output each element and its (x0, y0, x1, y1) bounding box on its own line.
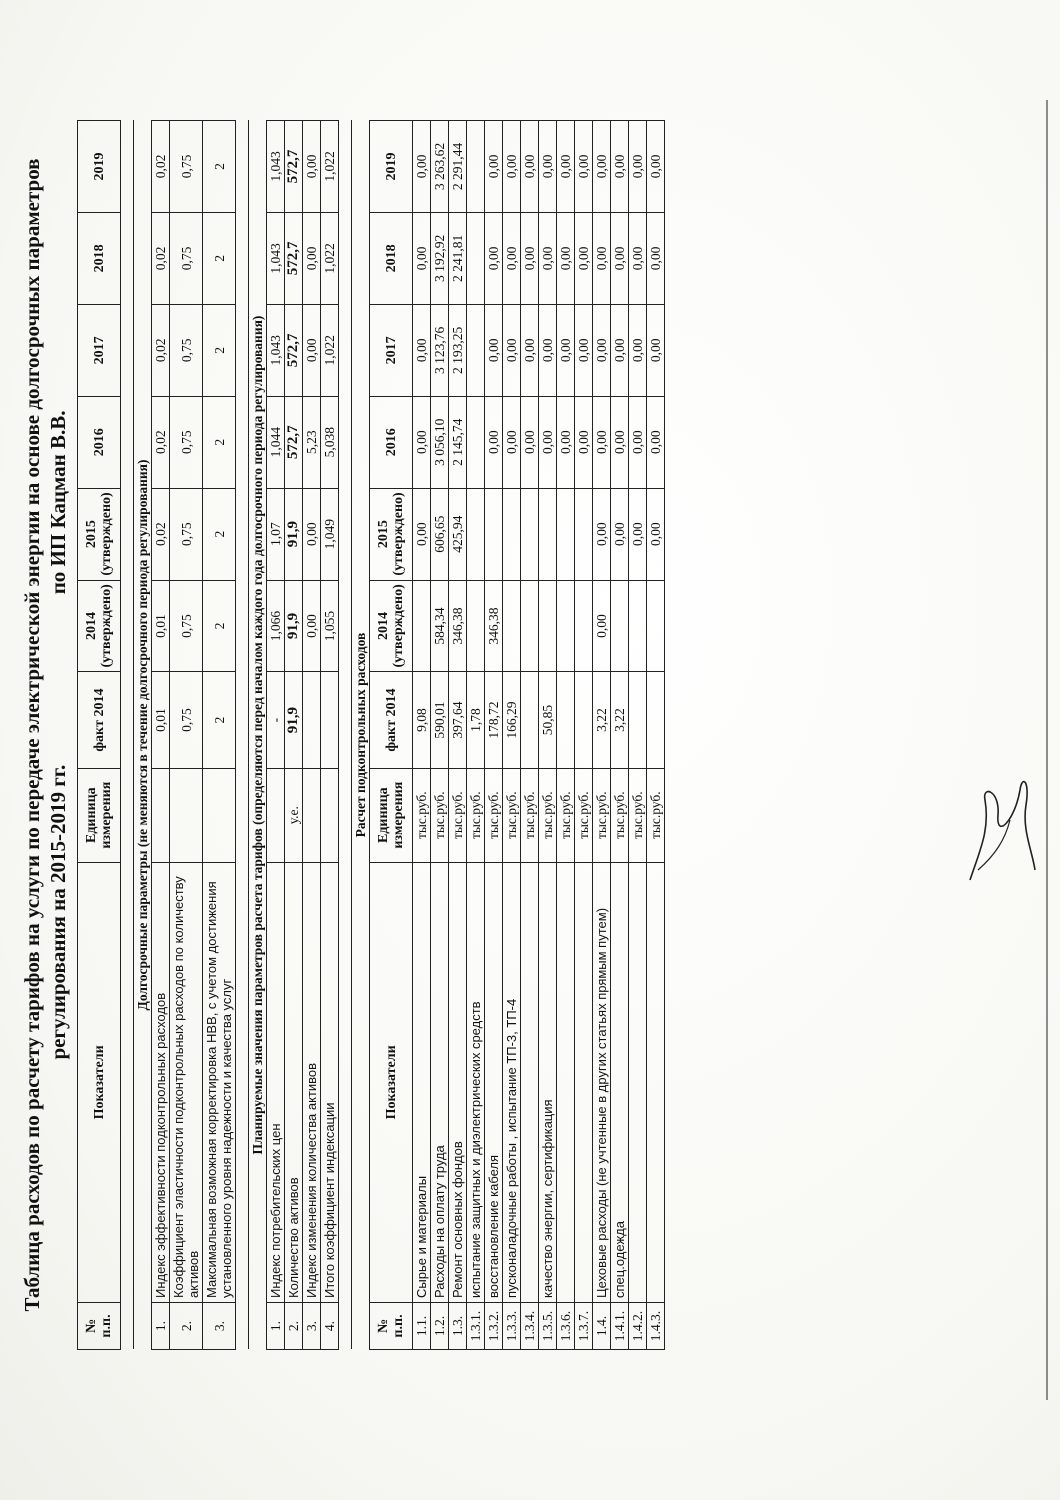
row-unit: тыс.руб. (431, 768, 449, 862)
table-row (449, 121, 467, 1350)
value-2014 (647, 580, 665, 672)
header-2014: 2014 (утверждено) (370, 580, 413, 672)
row-unit (321, 768, 339, 862)
value-2019: 0,00 (611, 121, 629, 213)
value-2014 (539, 580, 557, 672)
row-number: 1.3.1. (467, 1302, 485, 1349)
value-2019: 1,022 (321, 121, 339, 213)
value-2015: 2 (203, 488, 236, 580)
row-name (647, 862, 665, 1302)
value-2016: 0,00 (611, 396, 629, 488)
value-2017: 0,00 (485, 304, 503, 396)
value-2014: 0,00 (593, 580, 611, 672)
row-number: 3. (303, 1302, 321, 1349)
row-unit: тыс.руб. (413, 768, 431, 862)
header-name: Показатели (78, 862, 121, 1302)
row-name: Расходы на оплату труда (431, 862, 449, 1302)
value-2018: 0,00 (647, 212, 665, 304)
value-2015 (521, 488, 539, 580)
value-2019: 0,00 (303, 121, 321, 213)
section-controlled (352, 121, 370, 1350)
value-2014: 0,00 (303, 580, 321, 672)
value-2018: 0,00 (485, 212, 503, 304)
table-row (321, 121, 339, 1350)
value-2018: 3 192,92 (431, 212, 449, 304)
value-2015: 1,049 (321, 488, 339, 580)
value-2016: 0,00 (413, 396, 431, 488)
value-2015: 606,65 (431, 488, 449, 580)
row-unit: тыс.руб. (647, 768, 665, 862)
value-2014: 91,9 (285, 580, 303, 672)
value-2015 (575, 488, 593, 580)
value-fact-2014: 397,64 (449, 672, 467, 768)
value-2016: 2 145,74 (449, 396, 467, 488)
value-2016: 2 (203, 396, 236, 488)
value-2014: 1,066 (267, 580, 285, 672)
value-2016: 0,00 (629, 396, 647, 488)
header-2015: 2015 (утверждено) (78, 488, 121, 580)
value-2016: 5,23 (303, 396, 321, 488)
row-name: Ремонт основных фондов (449, 862, 467, 1302)
value-fact-2014 (303, 672, 321, 768)
row-name: пусконаладочные работы , испытание ТП-3, ТП-4 (503, 862, 521, 1302)
value-2014 (575, 580, 593, 672)
value-fact-2014 (321, 672, 339, 768)
value-2014 (557, 580, 575, 672)
row-name: Индекс потребительских цен (267, 862, 285, 1302)
value-2017: 0,00 (521, 304, 539, 396)
value-2018: 0,00 (503, 212, 521, 304)
value-2014: 0,01 (152, 580, 170, 672)
value-2014: 346,38 (449, 580, 467, 672)
handwritten-signature (960, 760, 1040, 890)
value-2017: 3 123,76 (431, 304, 449, 396)
row-unit (170, 768, 203, 862)
row-unit: тыс.руб. (467, 768, 485, 862)
row-unit: тыс.руб. (539, 768, 557, 862)
row-number: 2. (285, 1302, 303, 1349)
table-row (611, 121, 629, 1350)
table-row (303, 121, 321, 1350)
value-2017: 0,00 (503, 304, 521, 396)
value-2019: 0,00 (539, 121, 557, 213)
value-2018: 2 (203, 212, 236, 304)
value-2015: 0,00 (303, 488, 321, 580)
value-2019: 1,043 (267, 121, 285, 213)
row-number: 1.1. (413, 1302, 431, 1349)
value-2017: 1,043 (267, 304, 285, 396)
row-name: Индекс эффективности подконтрольных расходов (152, 862, 170, 1302)
header-2015: 2015 (утверждено) (370, 488, 413, 580)
value-2017: 0,00 (611, 304, 629, 396)
header-2018: 2018 (78, 212, 121, 304)
value-2014: 2 (203, 580, 236, 672)
row-unit (267, 768, 285, 862)
value-2018: 0,00 (593, 212, 611, 304)
value-2018: 0,00 (539, 212, 557, 304)
row-number: 1. (152, 1302, 170, 1349)
value-2017: 0,00 (539, 304, 557, 396)
value-2018: 0,00 (557, 212, 575, 304)
row-number: 1.3.6. (557, 1302, 575, 1349)
value-fact-2014: 0,01 (152, 672, 170, 768)
value-2015 (539, 488, 557, 580)
table2-header-row (370, 121, 413, 1350)
value-2018: 0,00 (629, 212, 647, 304)
value-2015: 0,02 (152, 488, 170, 580)
row-number: 1.2. (431, 1302, 449, 1349)
value-2015 (557, 488, 575, 580)
value-2015 (503, 488, 521, 580)
row-unit: тыс.руб. (449, 768, 467, 862)
row-number: 2. (170, 1302, 203, 1349)
table1-header-row (78, 121, 121, 1350)
rotated-document (15, 120, 1025, 1350)
header-name: Показатели (370, 862, 413, 1302)
title-line-2: регулирования на 2015-2019 гг. (46, 764, 70, 1060)
row-number: 1.3. (449, 1302, 467, 1349)
header-2019: 2019 (370, 121, 413, 213)
value-2014: 584,34 (431, 580, 449, 672)
row-unit: тыс.руб. (575, 768, 593, 862)
row-number: 1.3.5. (539, 1302, 557, 1349)
row-number: 1.3.4. (521, 1302, 539, 1349)
row-number: 1. (267, 1302, 285, 1349)
value-2014 (467, 580, 485, 672)
row-name (575, 862, 593, 1302)
row-unit (203, 768, 236, 862)
value-2018: 1,022 (321, 212, 339, 304)
header-num: № п.п. (370, 1302, 413, 1349)
value-2017: 0,00 (557, 304, 575, 396)
value-2017: 0,00 (629, 304, 647, 396)
header-2017: 2017 (370, 304, 413, 396)
value-fact-2014: 3,22 (593, 672, 611, 768)
value-fact-2014: 0,75 (170, 672, 203, 768)
value-2014: 0,75 (170, 580, 203, 672)
header-2014: 2014 (утверждено) (78, 580, 121, 672)
value-2015: 0,00 (413, 488, 431, 580)
value-2015: 0,00 (629, 488, 647, 580)
value-2015: 0,00 (611, 488, 629, 580)
row-number: 1.3.2. (485, 1302, 503, 1349)
value-2015: 1,07 (267, 488, 285, 580)
row-name: Сырье и материалы (413, 862, 431, 1302)
table-row (467, 121, 485, 1350)
value-2017: 1,022 (321, 304, 339, 396)
value-2014 (521, 580, 539, 672)
row-unit (303, 768, 321, 862)
value-2017: 572,7 (285, 304, 303, 396)
value-fact-2014: 9,08 (413, 672, 431, 768)
spacer-row (339, 121, 352, 1350)
value-2016: 0,00 (575, 396, 593, 488)
table-row (647, 121, 665, 1350)
row-name: Максимальная возможная корректировка НВВ, с учетом достижения установленного уровня надежности и качества услуг (203, 862, 236, 1302)
value-2016: 1,044 (267, 396, 285, 488)
value-2017: 0,00 (303, 304, 321, 396)
scan-edge-line (1046, 100, 1048, 1400)
value-2019: 2 (203, 121, 236, 213)
value-fact-2014 (629, 672, 647, 768)
row-name (629, 862, 647, 1302)
header-2019: 2019 (78, 121, 121, 213)
table-row (503, 121, 521, 1350)
row-number: 1.3.3. (503, 1302, 521, 1349)
value-2015: 91,9 (285, 488, 303, 580)
value-2018: 0,02 (152, 212, 170, 304)
table-row (629, 121, 647, 1350)
header-num: № п.п. (78, 1302, 121, 1349)
value-2016: 3 056,10 (431, 396, 449, 488)
value-2019: 572,7 (285, 121, 303, 213)
row-unit: у.е. (285, 768, 303, 862)
header-2016: 2016 (78, 396, 121, 488)
row-number: 1.4.2. (629, 1302, 647, 1349)
header-unit: Единица измерения (78, 768, 121, 862)
value-2019: 2 291,44 (449, 121, 467, 213)
value-fact-2014: - (267, 672, 285, 768)
value-2014 (413, 580, 431, 672)
header-2017: 2017 (78, 304, 121, 396)
table-row (539, 121, 557, 1350)
header-unit: Единица измерения (370, 768, 413, 862)
value-2019: 0,02 (152, 121, 170, 213)
value-2015 (485, 488, 503, 580)
value-2014: 1,055 (321, 580, 339, 672)
row-number: 3. (203, 1302, 236, 1349)
value-2018 (467, 212, 485, 304)
value-2016: 5,038 (321, 396, 339, 488)
value-2019: 0,00 (413, 121, 431, 213)
value-2017: 0,00 (575, 304, 593, 396)
row-unit: тыс.руб. (593, 768, 611, 862)
value-2016 (467, 396, 485, 488)
value-2018: 1,043 (267, 212, 285, 304)
value-2015 (467, 488, 485, 580)
value-fact-2014 (647, 672, 665, 768)
value-2018: 2 241,81 (449, 212, 467, 304)
value-fact-2014 (521, 672, 539, 768)
value-2019: 0,00 (575, 121, 593, 213)
row-name (521, 862, 539, 1302)
value-2016: 0,00 (503, 396, 521, 488)
row-unit: тыс.руб. (521, 768, 539, 862)
value-2014 (611, 580, 629, 672)
value-2018: 0,00 (575, 212, 593, 304)
value-2019 (467, 121, 485, 213)
value-fact-2014 (557, 672, 575, 768)
table-row (413, 121, 431, 1350)
section-controlled-title: Расчет подконтрольных расходов (352, 121, 370, 1350)
section-long-term-title: Долгосрочные параметры (не меняются в течение долгосрочного периода регулирования) (134, 121, 152, 1350)
header-2018: 2018 (370, 212, 413, 304)
title-line-1: Таблица расходов по расчету тарифов на услуги по передаче электрической энергии на основе долгосрочных параметров (20, 158, 44, 1312)
value-2016: 0,00 (647, 396, 665, 488)
row-unit (152, 768, 170, 862)
table-row (203, 121, 236, 1350)
value-2017: 0,00 (413, 304, 431, 396)
value-2015: 0,00 (647, 488, 665, 580)
value-2014 (503, 580, 521, 672)
row-name: восстановление кабеля (485, 862, 503, 1302)
value-2018: 572,7 (285, 212, 303, 304)
value-2016: 0,00 (539, 396, 557, 488)
row-number: 1.3.7. (575, 1302, 593, 1349)
row-name: Индекс изменения количества активов (303, 862, 321, 1302)
value-fact-2014: 166,29 (503, 672, 521, 768)
value-2019: 0,00 (593, 121, 611, 213)
section-planned (249, 121, 267, 1350)
value-2016: 0,00 (485, 396, 503, 488)
row-name: испытание защитных и диэлектрических средств (467, 862, 485, 1302)
value-2015: 425,94 (449, 488, 467, 580)
value-2017: 0,02 (152, 304, 170, 396)
row-unit: тыс.руб. (503, 768, 521, 862)
value-2018: 0,00 (413, 212, 431, 304)
spacer-row (121, 121, 134, 1350)
value-2016: 572,7 (285, 396, 303, 488)
header-fact-2014: факт 2014 (78, 672, 121, 768)
section-planned-title: Планируемые значения параметров расчета тарифов (определяются перед началом каждого года долгосрочного периода регулирования) (249, 121, 267, 1350)
value-fact-2014: 178,72 (485, 672, 503, 768)
row-number: 1.4.3. (647, 1302, 665, 1349)
value-fact-2014 (575, 672, 593, 768)
value-2016: 0,00 (593, 396, 611, 488)
row-unit: тыс.руб. (485, 768, 503, 862)
value-2016: 0,00 (521, 396, 539, 488)
row-name (557, 862, 575, 1302)
table-row (485, 121, 503, 1350)
value-fact-2014: 3,22 (611, 672, 629, 768)
value-fact-2014: 91,9 (285, 672, 303, 768)
value-2017: 0,00 (647, 304, 665, 396)
table-row (170, 121, 203, 1350)
row-unit: тыс.руб. (629, 768, 647, 862)
header-fact-2014: факт 2014 (370, 672, 413, 768)
row-name: Количество активов (285, 862, 303, 1302)
table-row (285, 121, 303, 1350)
row-number: 1.4. (593, 1302, 611, 1349)
value-2016: 0,00 (557, 396, 575, 488)
value-2019: 0,00 (503, 121, 521, 213)
section-long-term (134, 121, 152, 1350)
table-row (431, 121, 449, 1350)
table-row (521, 121, 539, 1350)
value-2016: 0,02 (152, 396, 170, 488)
table-row (557, 121, 575, 1350)
value-fact-2014: 1,78 (467, 672, 485, 768)
value-2018: 0,75 (170, 212, 203, 304)
value-2018: 0,00 (611, 212, 629, 304)
value-2017: 2 (203, 304, 236, 396)
value-2017: 0,75 (170, 304, 203, 396)
row-name: Коэффициент эластичности подконтрольных расходов по количеству активов (170, 862, 203, 1302)
value-2019: 0,00 (485, 121, 503, 213)
value-2019: 0,00 (629, 121, 647, 213)
value-2015: 0,75 (170, 488, 203, 580)
value-2019: 0,00 (647, 121, 665, 213)
value-2014 (629, 580, 647, 672)
value-2019: 0,00 (557, 121, 575, 213)
value-2017: 2 193,25 (449, 304, 467, 396)
row-number: 4. (321, 1302, 339, 1349)
header-2016: 2016 (370, 396, 413, 488)
table-row (575, 121, 593, 1350)
row-name: Цеховые расходы (не учтенные в других статьях прямым путем) (593, 862, 611, 1302)
row-unit: тыс.руб. (557, 768, 575, 862)
tariff-table (77, 120, 665, 1350)
table-row (152, 121, 170, 1350)
row-unit: тыс.руб. (611, 768, 629, 862)
row-name: спец.одежда (611, 862, 629, 1302)
value-2016: 0,75 (170, 396, 203, 488)
value-2018: 0,00 (303, 212, 321, 304)
row-number: 1.4.1. (611, 1302, 629, 1349)
row-name: качество энергии, сертификация (539, 862, 557, 1302)
value-2017 (467, 304, 485, 396)
value-2019: 3 263,62 (431, 121, 449, 213)
document-title (19, 120, 71, 1350)
title-org: по ИП Кацман В.В. (46, 410, 70, 595)
table-row (593, 121, 611, 1350)
spacer-row (236, 121, 249, 1350)
value-2019: 0,00 (521, 121, 539, 213)
value-2018: 0,00 (521, 212, 539, 304)
value-fact-2014: 590,01 (431, 672, 449, 768)
value-2015: 0,00 (593, 488, 611, 580)
row-name: Итого коэффициент индексации (321, 862, 339, 1302)
value-fact-2014: 50,85 (539, 672, 557, 768)
value-2014: 346,38 (485, 580, 503, 672)
value-2017: 0,00 (593, 304, 611, 396)
value-fact-2014: 2 (203, 672, 236, 768)
table-row (267, 121, 285, 1350)
value-2019: 0,75 (170, 121, 203, 213)
